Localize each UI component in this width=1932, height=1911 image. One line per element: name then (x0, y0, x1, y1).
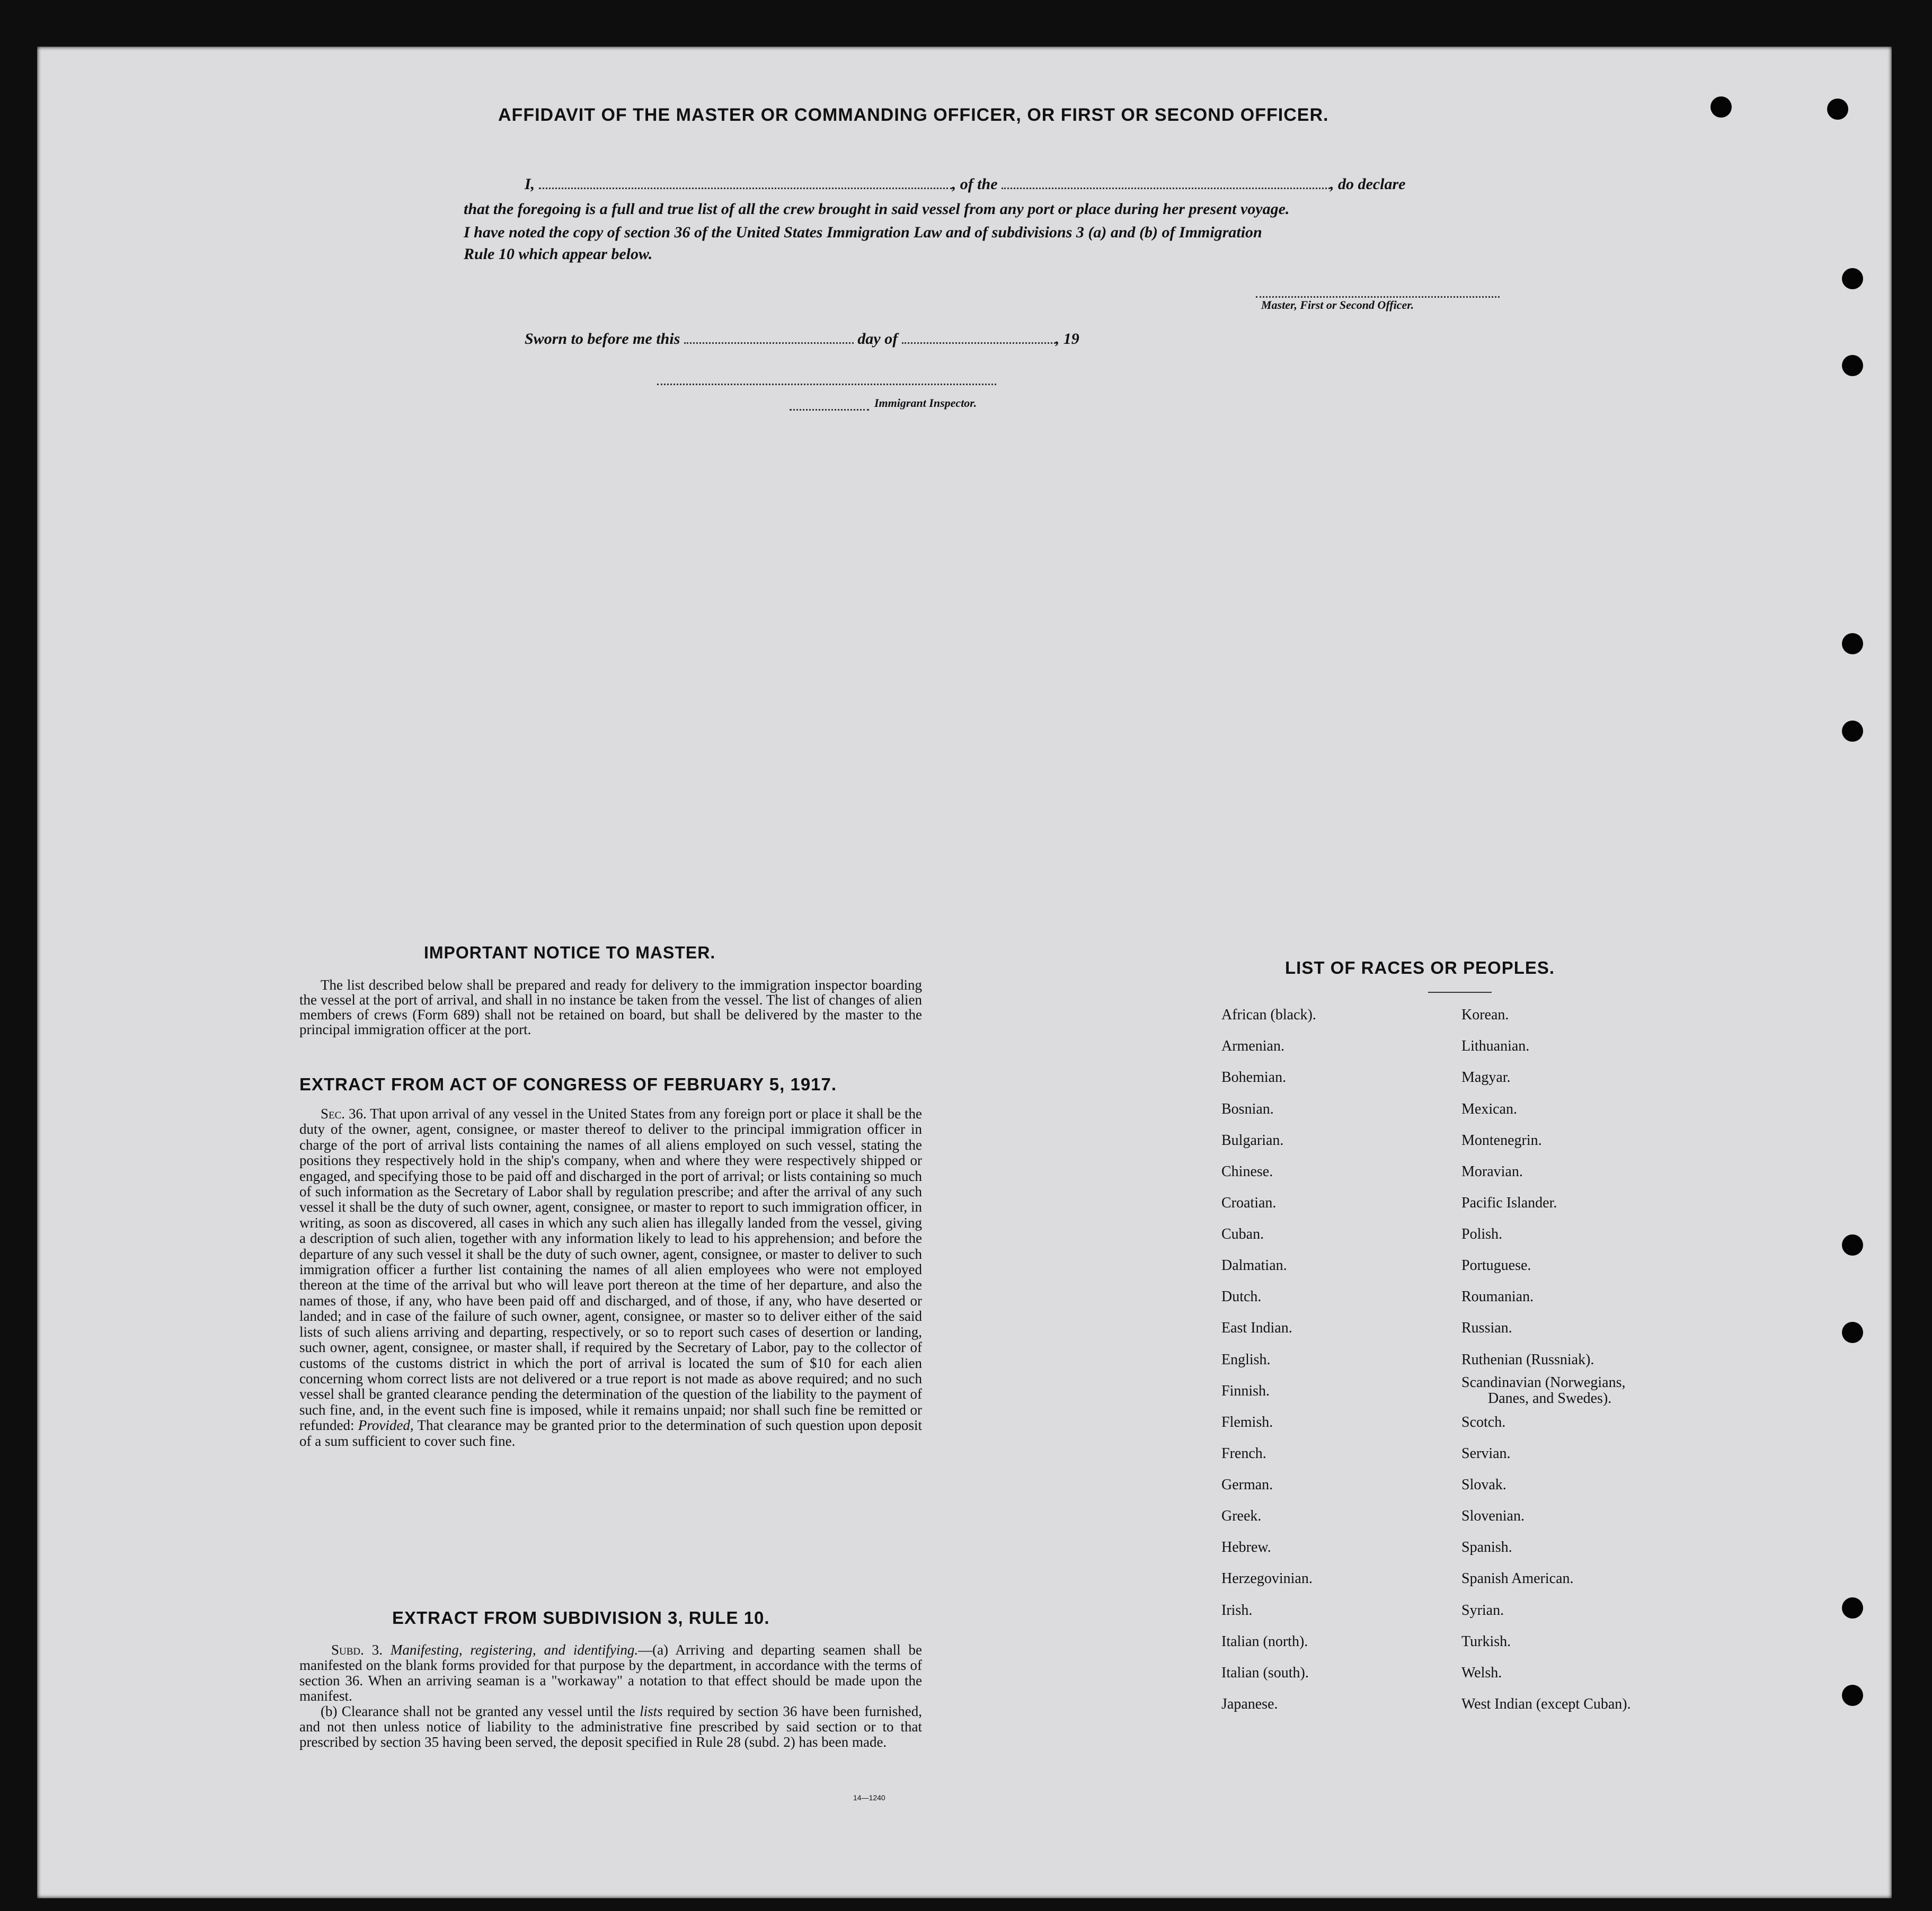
races-title: LIST OF RACES OR PEOPLES. (1285, 958, 1555, 977)
binder-hole-icon (1842, 355, 1863, 376)
race-item: East Indian. (1221, 1320, 1292, 1336)
notice-title: IMPORTANT NOTICE TO MASTER. (424, 943, 716, 962)
race-item: Servian. (1461, 1445, 1511, 1462)
race-item: Italian (north). (1221, 1633, 1308, 1650)
subdivision-a (299, 1642, 922, 1704)
race-item: Pacific Islander. (1461, 1195, 1557, 1211)
race-item: Armenian. (1221, 1038, 1284, 1054)
sworn-day-field[interactable] (684, 330, 854, 344)
race-item: Ruthenian (Russniak). (1461, 1352, 1594, 1368)
inspector-signature-field-2[interactable] (790, 396, 869, 411)
section-36-text (299, 1106, 922, 1449)
sworn-year-label: , 19 (1055, 330, 1079, 348)
race-item: Croatian. (1221, 1195, 1277, 1211)
race-item: Spanish American. (1461, 1570, 1574, 1587)
race-item: Scandinavian (Norwegians, (1461, 1374, 1626, 1391)
sworn-month-field[interactable] (902, 330, 1056, 344)
binder-hole-icon (1842, 1685, 1863, 1706)
binder-hole-icon (1842, 721, 1863, 742)
section-36-label: Sec. 36. (321, 1106, 367, 1122)
binder-hole-icon (1842, 1322, 1863, 1343)
race-item: Chinese. (1221, 1163, 1273, 1180)
race-item: Mexican. (1461, 1101, 1517, 1117)
sworn-line (525, 330, 1079, 348)
master-name-field[interactable] (539, 175, 952, 189)
race-item: Magyar. (1461, 1069, 1511, 1086)
manifest-page (37, 47, 1892, 1898)
affidavit-declaration-line (525, 175, 1405, 193)
binder-hole-icon (1842, 633, 1863, 654)
master-signature-field[interactable] (1256, 283, 1500, 298)
provided-word: Provided, (358, 1417, 414, 1434)
race-item: Slovenian. (1461, 1508, 1525, 1524)
notice-text: The list described below shall be prepared and ready for delivery to the immigration inspector boarding the vessel at the port of arrival, and shall in no instance be taken from the vessel. The list of changes of alien members of crews (Form 689) shall not be retained on board, but shall be delivered by the master to the principal immigration officer at the port. (299, 977, 922, 1037)
subd-label: Subd. 3. (331, 1642, 383, 1658)
race-item: Italian (south). (1221, 1665, 1309, 1681)
race-item-continuation: Danes, and Swedes). (1488, 1390, 1612, 1407)
affidavit-line-4: Rule 10 which appear below. (464, 245, 653, 263)
binder-hole-icon (1842, 1234, 1863, 1256)
race-item: Lithuanian. (1461, 1038, 1530, 1054)
affidavit-line-3: I have noted the copy of section 36 of the United States Immigration Law and of subdivisions 3 (a) and (b) of Immigration (464, 224, 1262, 241)
section-36-body: That upon arrival of any vessel in the United States from any foreign port or place it shall be the duty of the owner, agent, consignee, or master thereof to deliver to the principal immigration officer in charge of the port of arrival lists containing the names of all aliens employed on such vessel, stating the positions they respectively hold in the ship's company, when and where they were respectively shipped or engaged, and specifying those to be paid off and discharged in the port of arrival; or lists containing so much of such information as the Secretary of Labor shall by regulation prescribe; and after the arrival of any such vessel it shall be the duty of such owner, agent, consignee, or master to report to such immigration officer, in writing, as soon as discovered, all cases in which any such alien has illegally landed from the vessel, giving a description of such alien, together with any information likely to lead to his apprehension; and before the departure of any such vessel it shall be the duty of such owner, agent, consignee, or master to deliver to such immigration officer a further list containing the names of all alien employees who were not employed thereon at the time of the arrival but who will leave port thereon at the time of her departure, and also the names of those, if any, who have been paid off and discharged, and of those, if any, who have deserted or landed; and in case of the failure of such owner, agent, consignee, or master so to deliver either of the said lists of such aliens arriving and departing, respectively, or so to report such cases of desertion or landing, such owner, agent, consignee, or master shall, if required by the Secretary of Labor, pay to the collector of customs of the customs district in which the port of arrival is located the sum of $10 for each alien concerning whom correct lists are not delivered or a true report is not made as above required; and no such vessel shall be granted clearance pending the determination of the question of the liability to the payment of such fine, and, in the event such fine is imposed, while it remains unpaid; nor shall such fine be remitted or refunded: (299, 1106, 923, 1434)
race-item: Finnish. (1221, 1383, 1270, 1399)
affidavit-declare-label: , do declare (1330, 175, 1406, 193)
subdivision-b (299, 1704, 922, 1750)
form-number: 14—1240 (853, 1793, 885, 1802)
vessel-name-field[interactable] (1002, 175, 1330, 189)
race-item: English. (1221, 1352, 1271, 1368)
race-item: Turkish. (1461, 1633, 1511, 1650)
binder-hole-icon (1827, 99, 1848, 120)
race-item: Montenegrin. (1461, 1132, 1542, 1149)
master-signature-caption: Master, First or Second Officer. (1261, 298, 1414, 312)
races-title-rule (1428, 992, 1492, 993)
race-item: Polish. (1461, 1226, 1503, 1242)
race-item: Japanese. (1221, 1696, 1278, 1712)
race-item: Spanish. (1461, 1539, 1512, 1556)
affidavit-title: AFFIDAVIT OF THE MASTER OR COMMANDING OFFICER, OR FIRST OR SECOND OFFICER. (498, 105, 1329, 125)
inspector-caption: Immigrant Inspector. (874, 396, 977, 410)
subd-b-pre: (b) Clearance shall not be granted any vessel until the (321, 1703, 635, 1719)
race-item: Greek. (1221, 1508, 1262, 1524)
subd-b-post: required by section 36 have been furnished, and not then unless notice of liability to the administrative fine prescribed by said section or to that prescribed by section 35 having been served, the deposit specified in Rule 28 (subd. 2) has been made. (299, 1703, 922, 1750)
race-item: Portuguese. (1461, 1257, 1531, 1274)
race-item: Dutch. (1221, 1288, 1262, 1305)
binder-hole-icon (1842, 268, 1863, 289)
sworn-prefix: Sworn to before me this (525, 330, 680, 348)
race-item: Welsh. (1461, 1665, 1502, 1681)
race-item: Russian. (1461, 1320, 1512, 1336)
inspector-signature-field[interactable] (657, 371, 996, 385)
race-item: Bosnian. (1221, 1101, 1274, 1117)
race-item: Scotch. (1461, 1414, 1506, 1430)
race-item: Bulgarian. (1221, 1132, 1284, 1149)
race-item: Korean. (1461, 1007, 1509, 1023)
race-item: Hebrew. (1221, 1539, 1271, 1556)
binder-hole-icon (1711, 96, 1732, 118)
subd-b-lists: lists (640, 1703, 663, 1719)
race-item: Irish. (1221, 1602, 1253, 1619)
affidavit-of-label: , of the (952, 175, 998, 193)
binder-hole-icon (1842, 1597, 1863, 1619)
affidavit-i-label: I, (525, 175, 535, 193)
sworn-day-label: day of (857, 330, 898, 348)
affidavit-line-2: that the foregoing is a full and true list of all the crew brought in said vessel from any port or place during her present voyage. (464, 200, 1290, 218)
race-item: Herzegovinian. (1221, 1570, 1313, 1587)
extract-rule-title: EXTRACT FROM SUBDIVISION 3, RULE 10. (392, 1608, 770, 1628)
rule-10-text (299, 1642, 922, 1750)
section-36-end: That clearance may be granted prior to the determination of such question upon deposit of a sum sufficient to cover such fine. (299, 1417, 923, 1449)
extract-act-title: EXTRACT FROM ACT OF CONGRESS OF FEBRUARY 5, 1917. (299, 1074, 837, 1094)
race-item: Roumanian. (1461, 1288, 1534, 1305)
race-item: African (black). (1221, 1007, 1316, 1023)
race-item: Moravian. (1461, 1163, 1523, 1180)
race-item: French. (1221, 1445, 1266, 1462)
race-item: West Indian (except Cuban). (1461, 1696, 1631, 1712)
subd-a-text: —(a) Arriving and departing seamen shall be manifested on the blank forms provided for that purpose by the department, in accordance with the terms of section 36. When an arriving seaman is a "workaway" a notation to that effect should be made upon the manifest. (299, 1642, 922, 1704)
race-item: Syrian. (1461, 1602, 1504, 1619)
race-item: Cuban. (1221, 1226, 1264, 1242)
race-item: Dalmatian. (1221, 1257, 1287, 1274)
race-item: Flemish. (1221, 1414, 1273, 1430)
race-item: Slovak. (1461, 1477, 1506, 1493)
race-item: German. (1221, 1477, 1273, 1493)
race-item: Bohemian. (1221, 1069, 1287, 1086)
subd-heading: Manifesting, registering, and identifying. (390, 1642, 639, 1658)
